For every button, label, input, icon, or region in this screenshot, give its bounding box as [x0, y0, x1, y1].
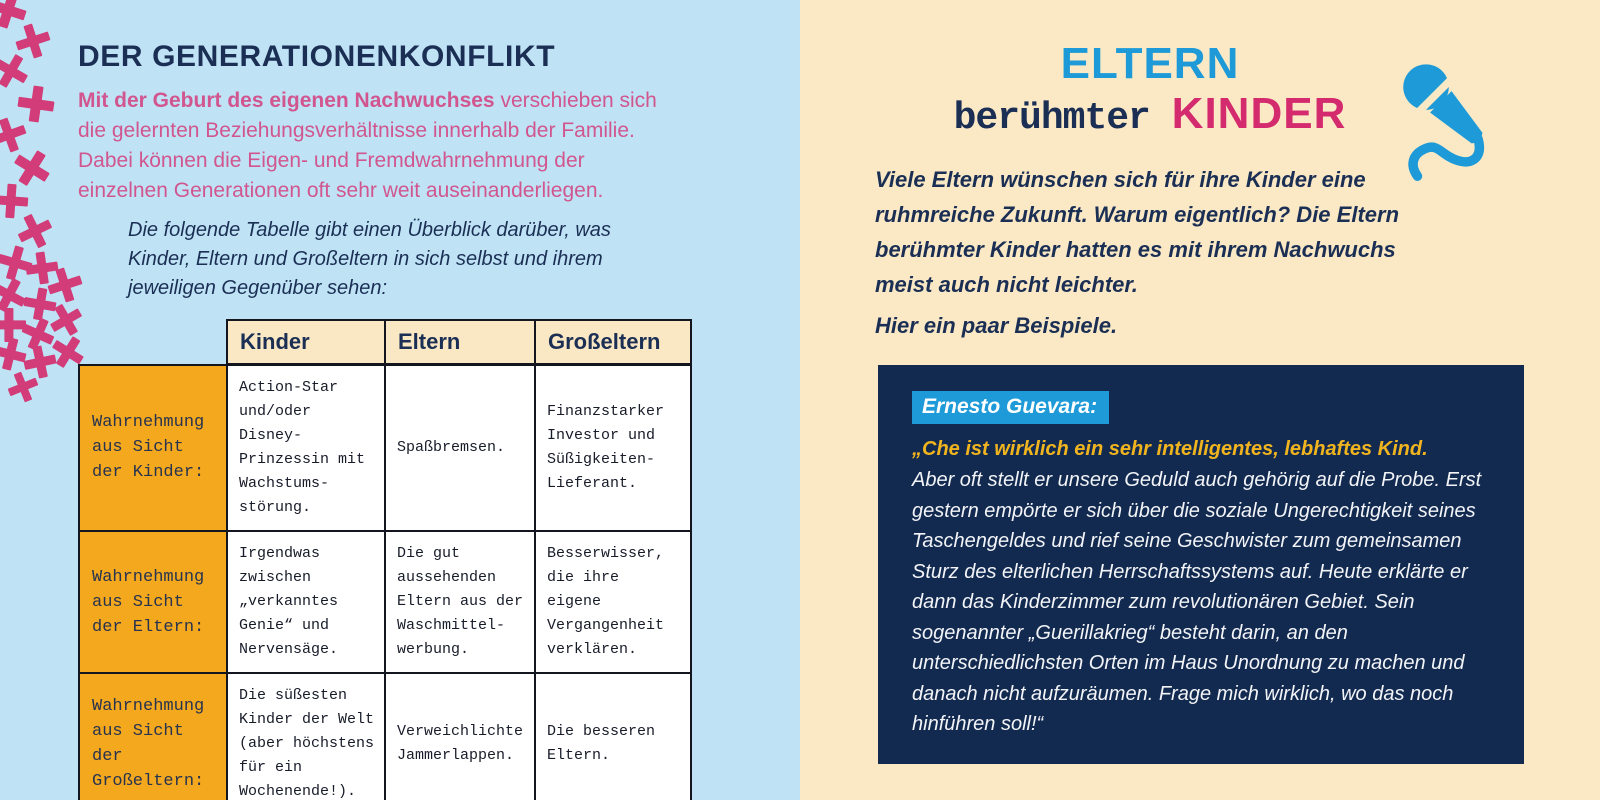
- column-header-eltern: Eltern: [385, 320, 535, 365]
- right-page: [800, 0, 1600, 800]
- page-title: DER GENERATIONENKONFLIKT: [78, 40, 556, 73]
- table-cell: Action-Star und/oder Disney-Prinzessin mit Wachstums-störung.: [227, 365, 385, 532]
- table-cell: Irgendwas zwischen „verkanntes Genie“ und Nervensäge.: [227, 531, 385, 673]
- quote-box: [878, 365, 1524, 764]
- title-word-kinder: KINDER: [1171, 89, 1347, 138]
- table-cell: Verweichlichte Jammerlappen.: [385, 673, 535, 800]
- generation-table: [78, 319, 692, 800]
- right-intro-paragraph: Viele Eltern wünschen sich für ihre Kinder eine ruhmreiche Zukunft. Warum eigentlich? Die Eltern berühmter Kinder hatten es mit ihrem Nachwuchs meist auch nicht leichter.: [875, 167, 1400, 297]
- row-label: Wahrnehmung aus Sicht der Eltern:: [79, 531, 227, 673]
- table-cell: Finanzstarker Investor und Süßigkeiten-Lieferant.: [535, 365, 691, 532]
- examples-line: Hier ein paar Beispiele.: [875, 313, 1118, 338]
- table-cell: Die besseren Eltern.: [535, 673, 691, 800]
- cross-icon: [16, 84, 57, 125]
- table-cell: Spaßbremsen.: [385, 365, 535, 532]
- table-row: [79, 673, 691, 800]
- title-word-beruehmter: berühmter: [953, 97, 1172, 140]
- table-caption: Die folgende Tabelle gibt einen Überblick darüber, was Kinder, Eltern und Großeltern in sich selbst und ihrem jeweiligen Gegenüber sehen:: [128, 219, 611, 299]
- quote-lead-sentence: „Che ist wirklich ein sehr intelligentes, lebhaftes Kind.: [912, 438, 1428, 460]
- column-header-grosseltern: Großeltern: [535, 320, 691, 365]
- microphone-icon: [1390, 50, 1518, 200]
- intro-paragraph: [78, 86, 678, 206]
- table-header-row: [79, 320, 691, 365]
- table-cell: Besserwisser, die ihre eigene Vergangenheit verklären.: [535, 531, 691, 673]
- table-row: [79, 531, 691, 673]
- table-corner-empty: [79, 320, 227, 365]
- table-row: [79, 365, 691, 532]
- quote-name-badge: Ernesto Guevara:: [912, 391, 1109, 424]
- table-cell: Die gut aussehenden Eltern aus der Waschmittel-werbung.: [385, 531, 535, 673]
- right-page-title: [890, 39, 1410, 140]
- row-label: Wahrnehmung aus Sicht der Kinder:: [79, 365, 227, 532]
- title-word-eltern: ELTERN: [1060, 39, 1240, 88]
- table-cell: Die süßesten Kinder der Welt (aber höchstens für ein Wochenende!).: [227, 673, 385, 800]
- row-label: Wahrnehmung aus Sicht der Großeltern:: [79, 673, 227, 800]
- intro-rest: verschieben sich die gelernten Beziehungsverhältnisse innerhalb der Familie. Dabei können die Eigen- und Fremdwahrnehmung der einzelnen Generationen oft sehr weit auseinanderliegen.: [78, 89, 657, 202]
- column-header-kinder: Kinder: [227, 320, 385, 365]
- quote-body-text: Aber oft stellt er unsere Geduld auch gehörig auf die Probe. Erst gestern empörte er sich über die soziale Ungerechtigkeit seines Taschengeldes und rief seine Geschwister zum gemeinsamen Sturz des elterlichen Herrschaftssystems auf. Heute erklärte er dann das Kinderzimmer zum revolutionären Gebiet. Sein sogenannter „Guerillakrieg“ besteht darin, an den unterschiedlichsten Orten im Haus Unordnung zu machen und danach nicht aufzuräumen. Frage mich wirklich, wo das noch hinführen soll!“: [912, 469, 1482, 735]
- cross-icon: [0, 183, 29, 219]
- intro-lead-bold: Mit der Geburt des eigenen Nachwuchses: [78, 89, 495, 112]
